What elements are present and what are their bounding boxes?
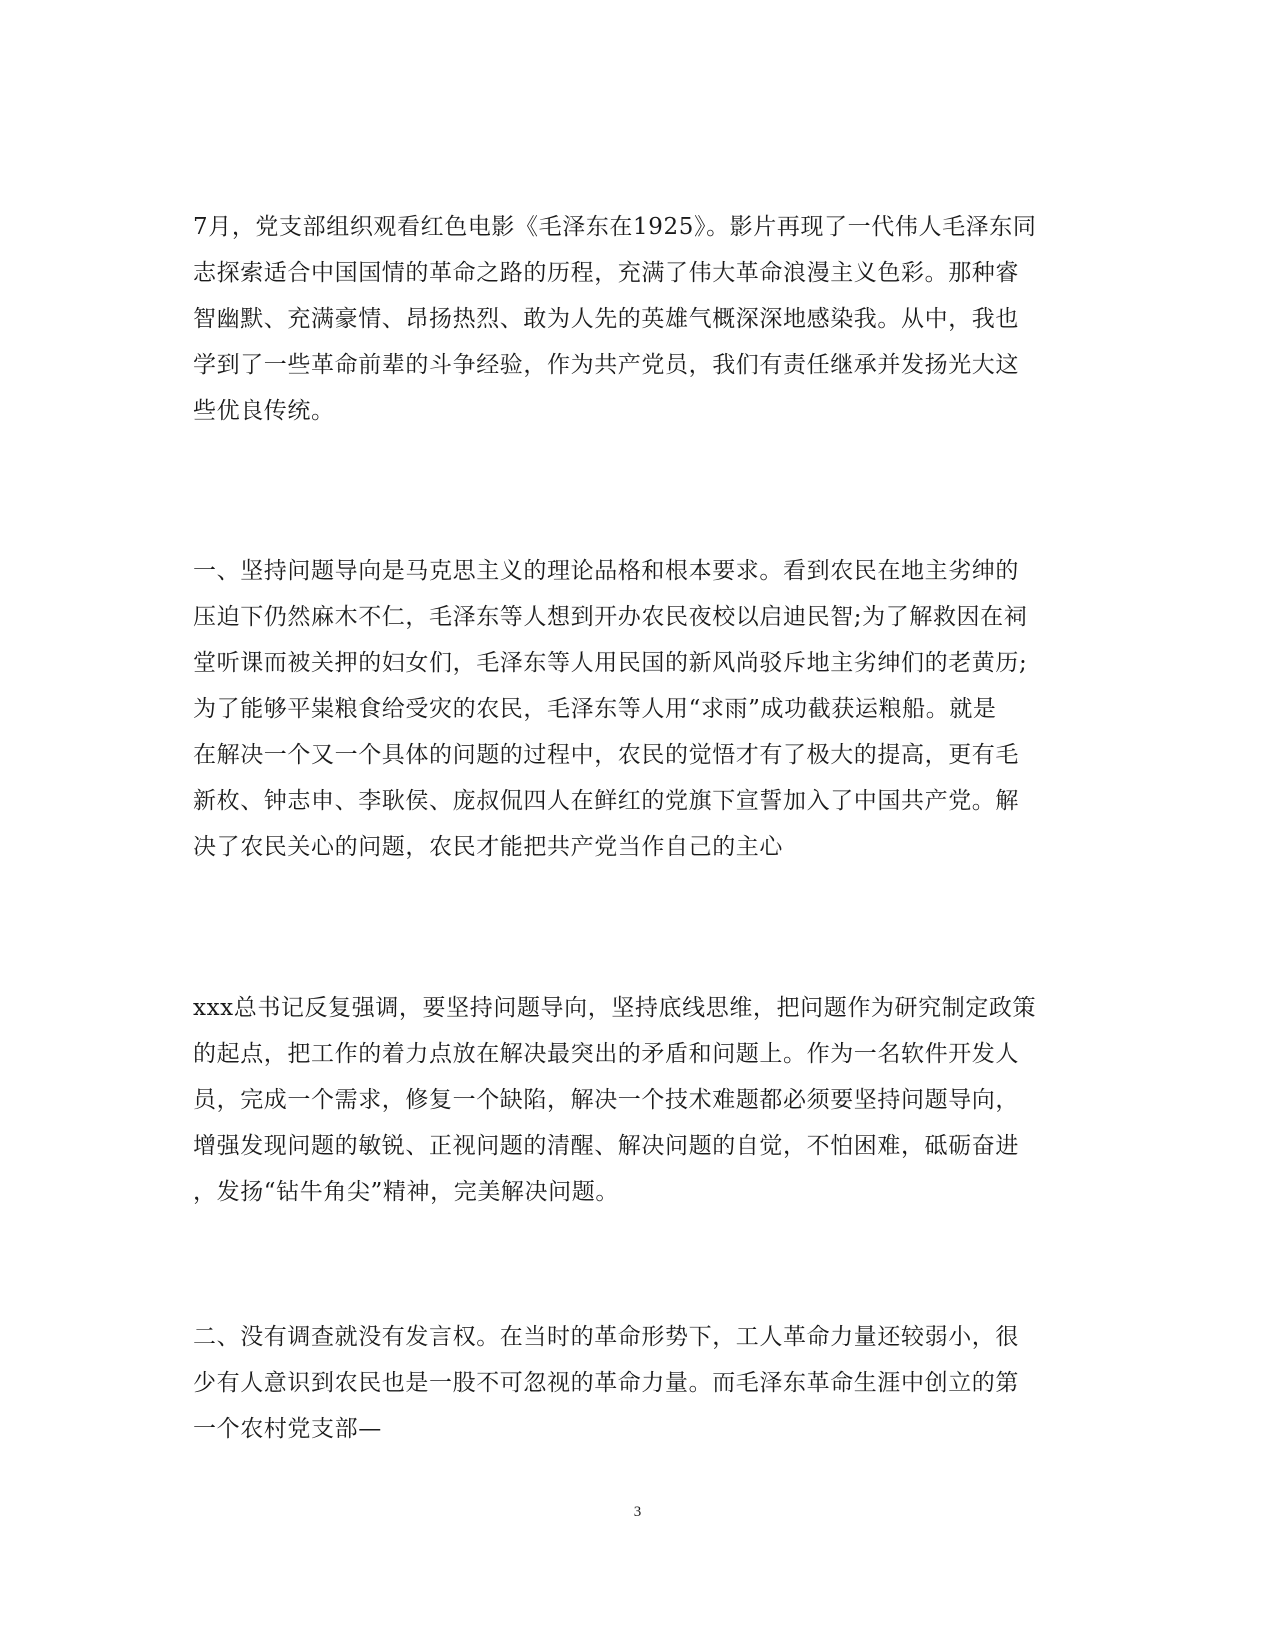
text-line: 学到了一些革命前辈的斗争经验，作为共产党员，我们有责任继承并发扬光大这: [193, 352, 1019, 378]
text-line: 增强发现问题的敏锐、正视问题的清醒、解决问题的自觉，不怕困难，砥砺奋进: [193, 1133, 1019, 1159]
text-line: 的起点，把工作的着力点放在解决最突出的矛盾和问题上。作为一名软件开发人: [193, 1041, 1019, 1067]
paragraph-intro: [193, 204, 1078, 434]
text-line: ，发扬“钻牛角尖”精神，完美解决问题。: [193, 1179, 619, 1205]
text-line: 7月，党支部组织观看红色电影《毛泽东在1925》。影片再现了一代伟人毛泽东同: [193, 214, 1037, 240]
text-line: 少有人意识到农民也是一股不可忽视的革命力量。而毛泽东革命生涯中创立的第: [193, 1370, 1019, 1396]
text-line: 为了能够平粜粮食给受灾的农民，毛泽东等人用“求雨”成功截获运粮船。就是: [193, 696, 997, 722]
text-line: 智幽默、充满豪情、昂扬热烈、敢为人先的英雄气概深深地感染我。从中，我也: [193, 306, 1019, 332]
text-line: 新枚、钟志申、李耿侯、庞叔侃四人在鲜红的党旗下宣誓加入了中国共产党。解: [193, 788, 1019, 814]
text-line: 二、没有调查就没有发言权。在当时的革命形势下，工人革命力量还较弱小，很: [193, 1324, 1019, 1350]
text-line: 在解决一个又一个具体的问题的过程中，农民的觉悟才有了极大的提高，更有毛: [193, 742, 1019, 768]
text-line: 些优良传统。: [193, 398, 335, 424]
text-line: 志探索适合中国国情的革命之路的历程，充满了伟大革命浪漫主义色彩。那种睿: [193, 260, 1019, 286]
text-line: 员，完成一个需求，修复一个缺陷，解决一个技术难题都必须要坚持问题导向，: [193, 1087, 1019, 1113]
text-line: 一、坚持问题导向是马克思主义的理论品格和根本要求。看到农民在地主劣绅的: [193, 558, 1019, 584]
paragraph-point-two: [193, 1314, 1078, 1452]
text-line: 一个农村党支部—: [193, 1416, 382, 1442]
paragraph-point-one: [193, 548, 1078, 870]
page-number: 3: [633, 1504, 642, 1520]
text-line: 压迫下仍然麻木不仁，毛泽东等人想到开办农民夜校以启迪民智;为了解救因在祠: [193, 604, 1028, 630]
text-line: 堂听课而被关押的妇女们，毛泽东等人用民国的新风尚驳斥地主劣绅们的老黄历;: [193, 650, 1028, 676]
text-line: xxx总书记反复强调，要坚持问题导向，坚持底线思维，把问题作为研究制定政策: [193, 995, 1037, 1021]
text-line: 决了农民关心的问题，农民才能把共产党当作自己的主心: [193, 834, 783, 860]
paragraph-problem-oriented: [193, 985, 1078, 1215]
